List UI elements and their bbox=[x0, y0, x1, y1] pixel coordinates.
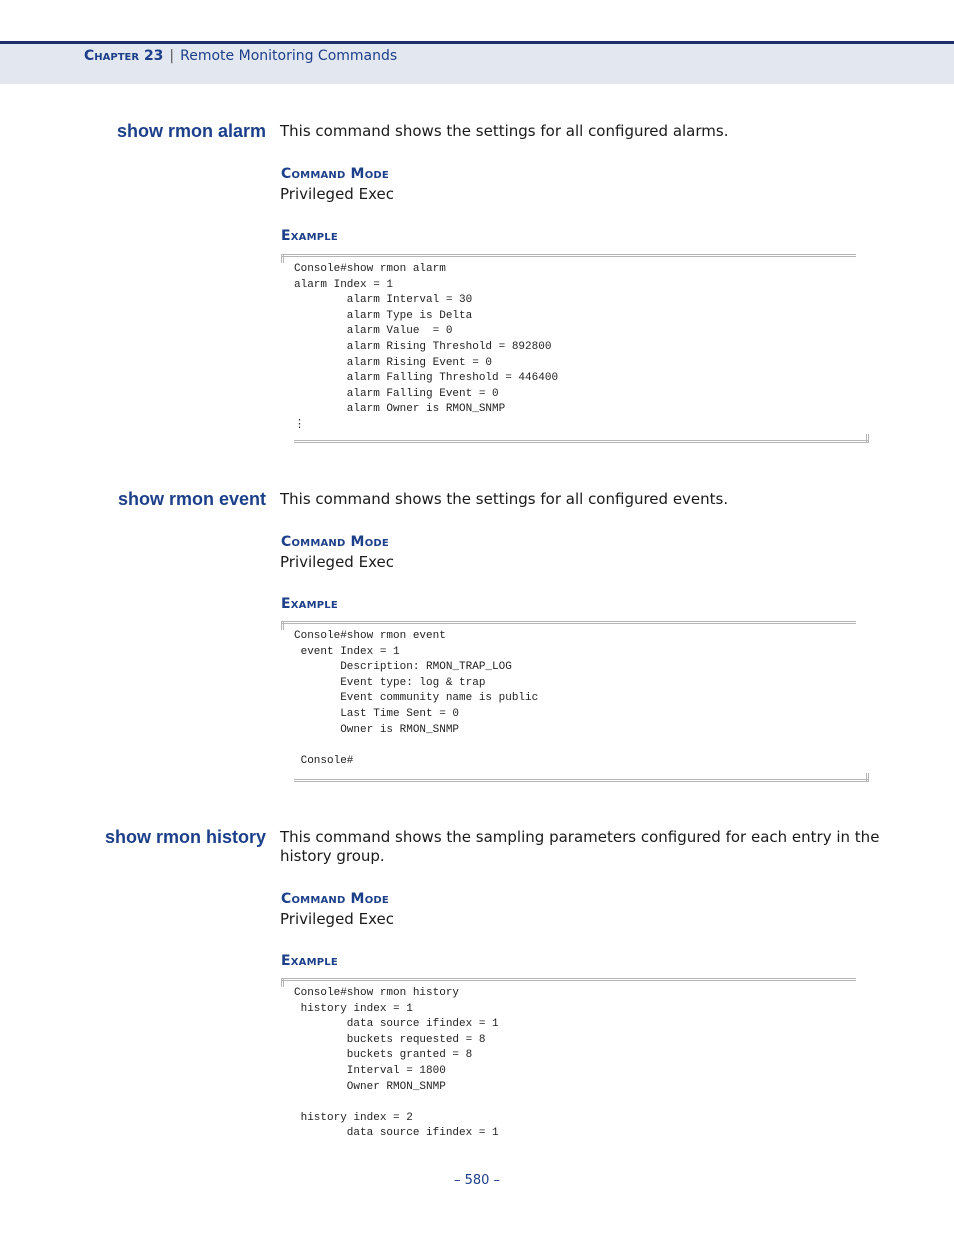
example-heading: Example bbox=[281, 228, 338, 244]
command-mode-heading: Command Mode bbox=[281, 534, 389, 550]
command-description: This command shows the settings for all configured events. bbox=[280, 490, 729, 508]
page-header bbox=[0, 41, 954, 84]
header-separator: | bbox=[169, 48, 175, 64]
code-text: Console#show rmon alarm alarm Index = 1 alarm Interval = 30 alarm Type is Delta alarm Value = 0 alarm Rising Threshold = 892800 alarm Rising Event = 0 alarm Falling Threshold = 446400 alarm Falling Event = 0 alarm Owner is RMON_SNMP ⋮ bbox=[294, 263, 559, 431]
code-bottom-border bbox=[294, 779, 869, 782]
chapter-title: Remote Monitoring Commands bbox=[180, 48, 398, 64]
code-top-border bbox=[281, 978, 856, 981]
code-bottom-corner bbox=[866, 434, 869, 443]
code-text: Console#show rmon history history index = 1 data source ifindex = 1 buckets requested = 8 buckets granted = 8 Interval = 1800 Owner RMON_SNMP history index = 2 data source ifindex = 1 bbox=[294, 987, 499, 1140]
header-text bbox=[84, 48, 397, 64]
command-title: show rmon alarm bbox=[116, 121, 266, 141]
code-top-corner bbox=[281, 978, 284, 987]
code-example bbox=[281, 621, 869, 785]
command-mode-value: Privileged Exec bbox=[280, 910, 394, 928]
code-top-border bbox=[281, 254, 856, 257]
command-mode-value: Privileged Exec bbox=[280, 185, 394, 203]
code-example bbox=[281, 978, 869, 1148]
command-mode-value: Privileged Exec bbox=[280, 553, 394, 571]
command-title: show rmon event bbox=[117, 489, 266, 509]
chapter-label: Chapter 23 bbox=[84, 48, 164, 64]
command-mode-heading: Command Mode bbox=[281, 166, 389, 182]
code-bottom-corner bbox=[866, 773, 869, 782]
code-example bbox=[281, 254, 869, 446]
example-heading: Example bbox=[281, 596, 338, 612]
page-number: – 580 – bbox=[453, 1173, 501, 1188]
code-bottom-border bbox=[294, 440, 869, 443]
command-description: This command shows the settings for all configured alarms. bbox=[280, 122, 729, 140]
command-mode-heading: Command Mode bbox=[281, 891, 389, 907]
code-top-border bbox=[281, 621, 856, 624]
command-description: This command shows the sampling parameters configured for each entry in the history group. bbox=[280, 828, 880, 865]
code-top-corner bbox=[281, 621, 284, 630]
command-title: show rmon history bbox=[104, 827, 266, 847]
example-heading: Example bbox=[281, 953, 338, 969]
code-text: Console#show rmon event event Index = 1 Description: RMON_TRAP_LOG Event type: log & trap Event community name is public Last Time Sent = 0 Owner is RMON_SNMP Console# bbox=[294, 630, 539, 767]
code-top-corner bbox=[281, 254, 284, 263]
